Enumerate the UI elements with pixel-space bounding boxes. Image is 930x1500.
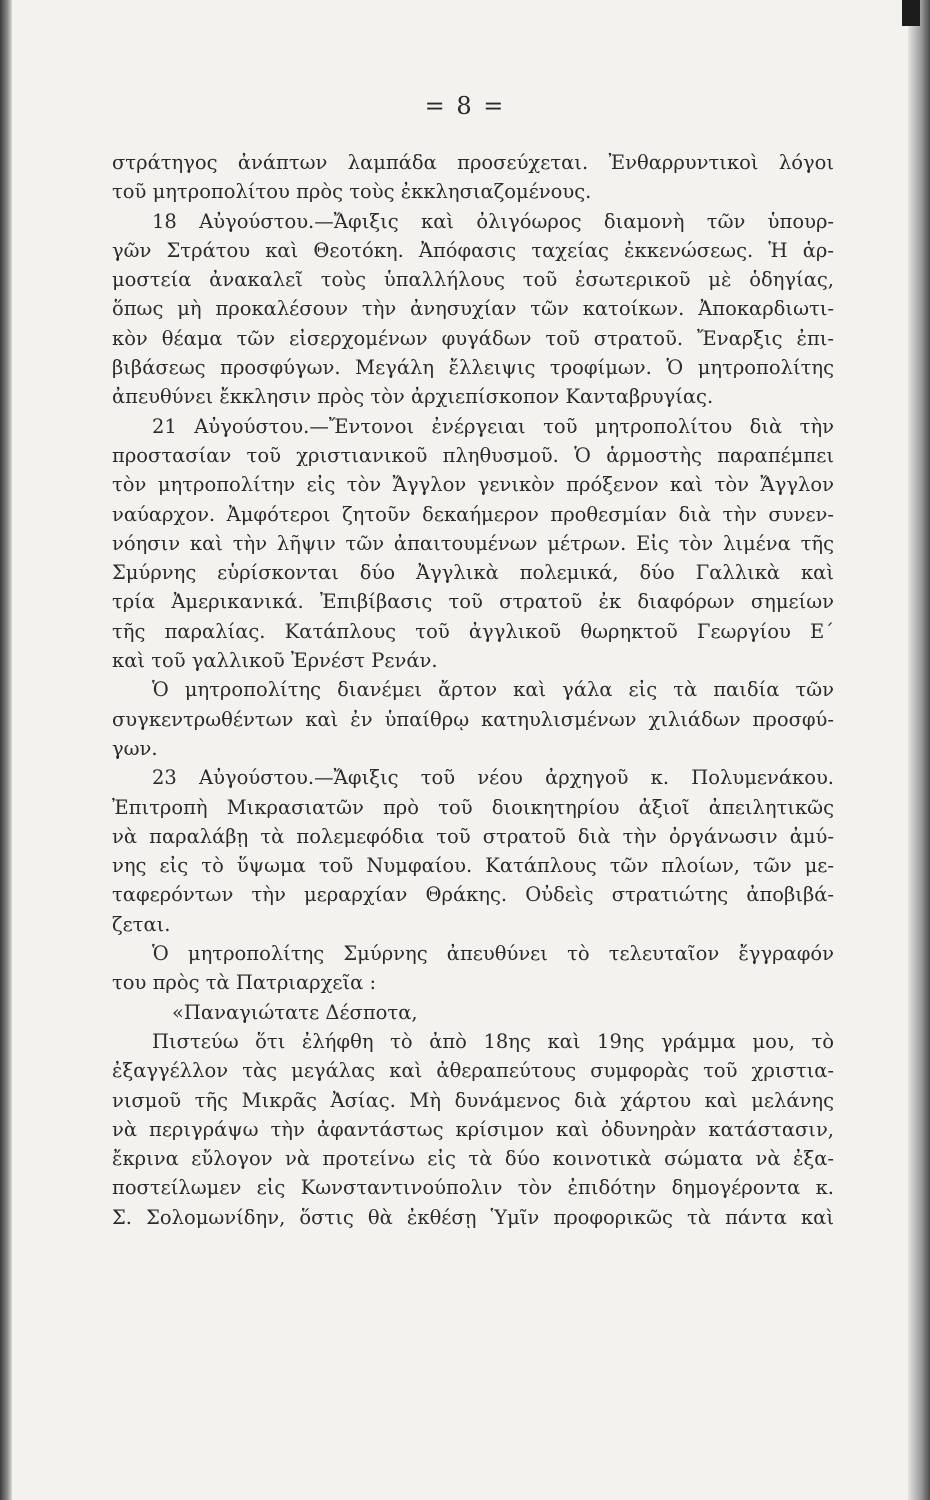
text-line: ταφερόντων τὴν μεραρχίαν Θράκης. Οὐδεὶς στρατιώτης ἀποβιβά- [112,883,834,907]
page-number: = 8 = [424,92,506,120]
page-edge-left [0,0,12,1500]
text-line: γῶν Στράτου καὶ Θεοτόκη. Ἀπόφασις ταχείας ἐκκενώσεως. Ἡ ἁρ- [112,238,834,262]
text-line: ἀπευθύνει ἔκκλησιν πρὸς τὸν ἀρχιεπίσκοπον Κανταβρυγίας. [112,385,714,409]
text-line: Ὁ μητροπολίτης διανέμει ἄρτον καὶ γάλα εἰς τὰ παιδία τῶν [152,678,834,702]
text-line: ζεται. [112,912,171,936]
text-line: συγκεντρωθέντων καὶ ἐν ὑπαίθρῳ κατηυλισμένων χιλιάδων προσφύ- [112,707,834,731]
text-line: καὶ τοῦ γαλλικοῦ Ἐρνέστ Ρενάν. [112,649,438,673]
text-line: μοστεία ἀνακαλεῖ τοὺς ὑπαλλήλους τοῦ ἐσωτερικοῦ μὲ ὁδηγίας, [112,268,834,292]
text-line: προστασίαν τοῦ χριστιανικοῦ πληθυσμοῦ. Ὁ ἁρμοστὴς παραπέμπει [112,443,834,467]
text-line: 18 Αὐγούστου.—Ἄφιξις καὶ ὀλιγόωρος διαμονὴ τῶν ὑπουρ- [152,209,834,233]
text-line: νὰ περιγράψω τὴν ἀφαντάστως κρίσιμον καὶ ὀδυνηρὰν κατάστασιν, [112,1117,834,1141]
text-line: ὅπως μὴ προκαλέσουν τὴν ἀνησυχίαν τῶν κατοίκων. Ἀποκαρδιωτι- [112,297,834,321]
text-line: Σμύρνης εὑρίσκονται δύο Ἀγγλικὰ πολεμικά, δύο Γαλλικὰ καὶ [112,561,834,585]
body-text [112,148,834,1232]
text-line: 23 Αὐγούστου.—Ἄφιξις τοῦ νέου ἀρχηγοῦ κ. Πολυμενάκου. [152,766,834,790]
text-line: ἔκρινα εὔλογον νὰ προτείνω εἰς τὰ δύο κοινοτικὰ σώματα νὰ ἐξα- [112,1147,834,1171]
text-line: κὸν θέαμα τῶν εἰσερχομένων φυγάδων τοῦ στρατοῦ. Ἔναρξις ἐπι- [112,326,834,350]
text-line: βιβάσεως προσφύγων. Μεγάλη ἔλλειψις τροφίμων. Ὁ μητροπολίτης [112,356,834,380]
text-line: του πρὸς τὰ Πατριαρχεῖα : [112,971,377,995]
page-edge-right [908,0,930,1500]
salutation-line: «Παναγιώτατε Δέσποτα, [172,1000,418,1024]
text-line: Πιστεύω ὅτι ἐλήφθη τὸ ἀπὸ 18ης καὶ 19ης γράμμα μου, τὸ [152,1029,834,1053]
text-line: Ἐπιτροπὴ Μικρασιατῶν πρὸ τοῦ διοικητηρίου ἀξιοῖ ἀπειλητικῶς [112,795,834,819]
text-line: νισμοῦ τῆς Μικρᾶς Ἀσίας. Μὴ δυνάμενος διὰ χάρτου καὶ μελάνης [112,1088,834,1112]
text-line: τῆς παραλίας. Κατάπλους τοῦ ἀγγλικοῦ θωρηκτοῦ Γεωργίου Ε΄ [112,619,834,643]
text-line: τοῦ μητροπολίτου πρὸς τοὺς ἐκκλησιαζομένους. [112,180,592,204]
text-line: νόησιν καὶ τὴν λῆψιν τῶν ἀπαιτουμένων μέτρων. Εἰς τὸν λιμένα τῆς [112,531,834,555]
text-line: στράτηγος ἀνάπτων λαμπάδα προσεύχεται. Ἐνθαρρυντικοὶ λόγοι [112,151,834,174]
text-line: τρία Ἀμερικανικά. Ἐπιβίβασις τοῦ στρατοῦ ἐκ διαφόρων σημείων [112,590,834,614]
text-line: Ὁ μητροπολίτης Σμύρνης ἀπευθύνει τὸ τελευταῖον ἔγγραφόν [152,942,834,966]
text-line: ποστείλωμεν εἰς Κωνσταντινούπολιν τὸν ἐπιδότην δημογέροντα κ. [112,1176,834,1200]
text-line: 21 Αὐγούστου.—Ἔντονοι ἐνέργειαι τοῦ μητροπολίτου διὰ τὴν [152,414,834,438]
text-line: Σ. Σολομωνίδην, ὅστις θὰ ἐκθέσῃ Ὑμῖν προφορικῶς τὰ πάντα καὶ [112,1205,834,1229]
text-line: νης εἰς τὸ ὕψωμα τοῦ Νυμφαίου. Κατάπλους τῶν πλοίων, τῶν με- [112,854,834,878]
text-line: τὸν μητροπολίτην εἰς τὸν Ἄγγλον γενικὸν πρόξενον καὶ τὸν Ἄγγλον [112,473,834,497]
text-line: νὰ παραλάβῃ τὰ πολεμεφόδια τοῦ στρατοῦ διὰ τὴν ὀργάνωσιν ἀμύ- [112,824,834,848]
text-line: ἐξαγγέλλον τὰς μεγάλας καὶ ἀθεραπεύτους συμφορὰς τοῦ χριστια- [112,1059,834,1083]
text-line: γων. [112,736,158,760]
text-line: ναύαρχον. Ἀμφότεροι ζητοῦν δεκαήμερον προθεσμίαν διὰ τὴν συνεν- [112,502,834,526]
page-corner-shadow [902,0,920,26]
